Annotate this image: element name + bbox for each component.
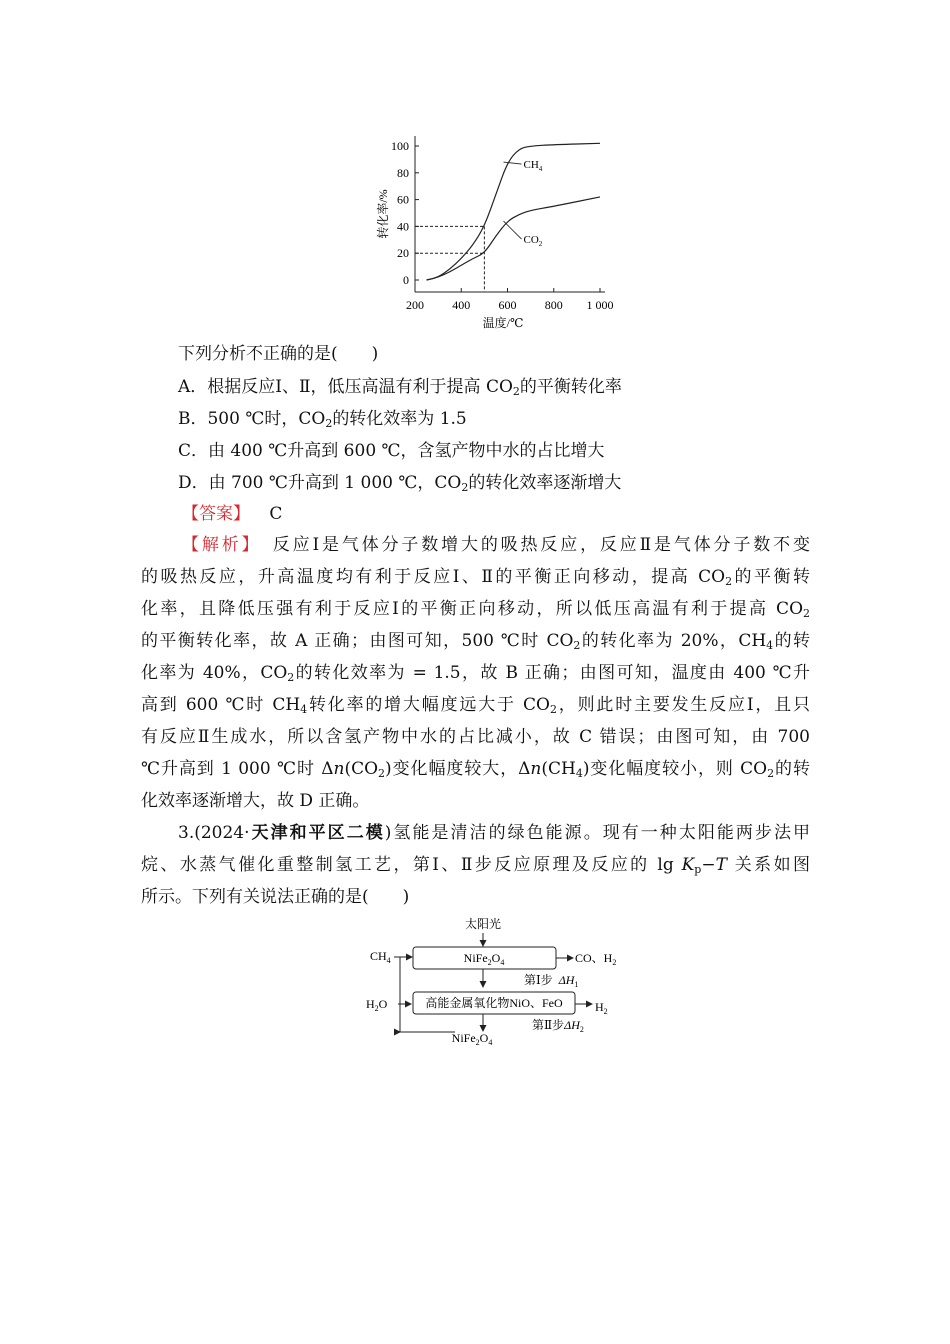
- series-leader-1: [504, 221, 522, 239]
- q3-source: 天津和平区二模: [249, 823, 385, 843]
- step1-label: 第Ⅰ步 $\Delta H_1$: [524, 973, 579, 989]
- x-tick-label: 600: [498, 298, 517, 312]
- analysis-line-8: ℃升高到 1 000 ℃时 $\Delta n(CO_2)$变化幅度较大，$\Delta n(CH_4)$变化幅度较小，则 $CO_2$的转: [141, 759, 810, 780]
- analysis-line-1: 【解析】 反应Ⅰ是气体分子数增大的吸热反应，反应Ⅱ是气体分子数不变: [182, 535, 811, 555]
- x-tick-label: 400: [452, 298, 471, 312]
- series-line-0: [427, 143, 600, 280]
- x-tick-label: 800: [544, 298, 563, 312]
- x-axis-label: 温度/℃: [482, 316, 524, 330]
- analysis-line-9: 化效率逐渐增大，故 D 正确。: [141, 791, 370, 811]
- y-tick-label: 80: [397, 165, 409, 180]
- series-leader-0: [504, 162, 522, 164]
- option-b: B．500 ℃时，$CO_2$的转化效率为 1.5: [178, 409, 467, 430]
- series-line-1: [427, 197, 600, 280]
- analysis-line-5: 化率为 40%，$CO_2$的转化效率为 = 1.5，故 B 正确；由图可知，温度由 400 ℃升: [141, 663, 810, 684]
- h2-label: $H_2$: [595, 1000, 608, 1016]
- x-tick-label: 200: [406, 298, 424, 312]
- option-a: A．根据反应Ⅰ、Ⅱ，低压高温有利于提高 $CO_2$的平衡转化率: [178, 377, 622, 398]
- nife2o4-box-label: $NiFe_2O_4$: [463, 951, 505, 967]
- y-tick-label: 20: [397, 246, 409, 261]
- question-prompt: 下列分析不正确的是( ): [178, 344, 379, 364]
- answer-row: [182, 503, 282, 525]
- step2-label: 第Ⅱ步$\Delta H_2$: [532, 1018, 584, 1034]
- answer-value: C: [269, 504, 283, 524]
- q3-line-1: 3.(2024·天津和平区二模)氢能是清洁的绿色能源。现有一种太阳能两步法甲: [178, 823, 811, 843]
- analysis-line-6: 高到 600 ℃时 $CH_4$转化率的增大幅度远大于 $CO_2$，则此时主要发生反应Ⅰ，且只: [141, 695, 810, 716]
- x-tick-label: 1 000: [586, 298, 614, 312]
- process-diagram: [360, 912, 640, 1047]
- y-tick-label: 40: [397, 219, 409, 234]
- q3-line-2: 烷、水蒸气催化重整制氢工艺，第Ⅰ、Ⅱ步反应原理及反应的 $\lg K_p-T$ 关系如图: [141, 855, 810, 876]
- metal-oxide-box-label: 高能金属氧化物NiO、FeO: [425, 996, 563, 1010]
- q3-line-3: 所示。下列有关说法正确的是( ): [141, 887, 410, 907]
- ch4-label: $CH_4$: [370, 949, 391, 965]
- analysis-line-2: 的吸热反应，升高温度均有利于反应Ⅰ、Ⅱ的平衡正向移动，提高 $CO_2$的平衡转: [141, 567, 811, 588]
- series-label-0: $CH_4$: [523, 159, 543, 174]
- series-label-1: $CO_2$: [523, 234, 543, 249]
- y-tick-label: 0: [403, 273, 409, 287]
- analysis-line-4: 的平衡转化率，故 A 正确；由图可知，500 ℃时 $CO_2$的转化率为 20%，$CH_4$的转: [141, 631, 810, 652]
- option-d: D．由 700 ℃升高到 1 000 ℃，$CO_2$的转化效率逐渐增大: [178, 473, 622, 494]
- y-tick-label: 100: [391, 139, 409, 153]
- option-c: C．由 400 ℃升高到 600 ℃，含氢产物中水的占比增大: [178, 441, 605, 461]
- y-tick-label: 60: [397, 192, 409, 207]
- analysis-line-3: 化率，且降低压强有利于反应Ⅰ的平衡正向移动，所以低压高温有利于提高 $CO_2$: [141, 599, 810, 620]
- sunlight-label: 太阳光: [464, 917, 502, 931]
- analysis-line-7: 有反应Ⅱ生成水，所以含氢产物中水的占比减小，故 C 错误；由图可知，由 700: [141, 727, 810, 747]
- nife2o4-bottom-label: $NiFe_2O_4$: [451, 1031, 493, 1047]
- co-h2-label: CO、$H_2$: [575, 951, 617, 967]
- analysis-label: 【解析】: [182, 535, 253, 555]
- h2o-label: $H_2O$: [366, 997, 388, 1013]
- recycle-line: [400, 957, 412, 1032]
- y-axis-label: 转化率/%: [376, 189, 390, 239]
- conversion-chart: [360, 126, 620, 336]
- answer-label: 【答案】: [182, 504, 250, 524]
